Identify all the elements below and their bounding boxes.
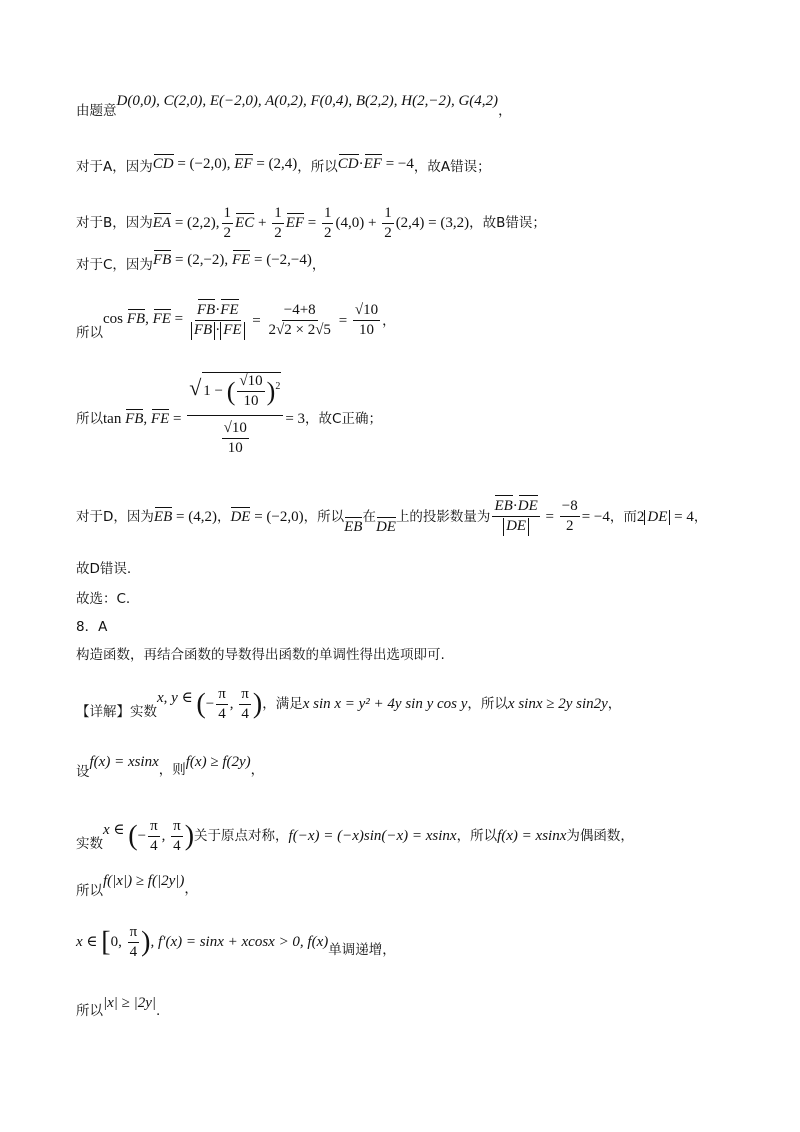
line-answer-c: 故选：C. — [76, 591, 131, 607]
line-cos: 所以cos FB, FE = $\frac{FB\cdot FE}{FB \cdot FE}$ = $\frac{-4+8}{2√2 \times 2√5}$ = $\frac{√10}{10}$ ， — [76, 302, 396, 341]
vector-ef: EF — [363, 156, 382, 172]
line-detail — [76, 686, 621, 724]
line-monotonic — [76, 924, 396, 962]
math-ea: = (2,2), — [174, 215, 220, 232]
vector-ec: EC — [235, 215, 255, 232]
vector-fb: FB — [125, 411, 144, 427]
punct: ， — [607, 696, 622, 713]
text-option-d: 对于D，因为 — [76, 508, 154, 525]
vector-ef: EF — [285, 215, 305, 232]
text-then: ，则 — [158, 762, 186, 778]
vector-fe: FE — [152, 310, 171, 327]
punct: ， — [693, 508, 708, 525]
fraction-cos-def: $\frac{FB\cdot FE}{FB \cdot FE}$ — [189, 302, 247, 340]
punct: ， — [216, 508, 231, 525]
math-x-in-interval: x ∈ (− $\frac{\pi}{4}$ , $\frac{\pi}{4}$ ) — [103, 818, 195, 855]
math-de-length: = 4 — [674, 508, 694, 525]
math-fe: = (−2,−4) — [254, 252, 312, 268]
math-derivative: , f′(x) = sinx + xcosx > 0, f(x) — [150, 934, 329, 951]
text-so: ，所以 — [467, 696, 508, 713]
line-coordinates — [76, 93, 512, 119]
text-so: 所以 — [76, 883, 103, 899]
math-f-def: f(x) = xsinx — [89, 754, 159, 770]
math-f-ineq: f(x) ≥ f(2y) — [185, 754, 251, 770]
punct: ， — [250, 762, 265, 778]
fraction-projection-def: $\frac{EB\cdot DE}{DE}$ — [494, 498, 538, 535]
punct: ， — [184, 881, 198, 897]
text-a-wrong: ，故A错误； — [413, 159, 491, 175]
vector-fb: FB — [152, 252, 172, 268]
line-option-c — [76, 252, 326, 273]
fraction-half: $\frac{1}{2}$ — [223, 205, 232, 242]
text-detail: 【详解】实数 — [76, 704, 157, 721]
fraction-projection-calc: $\frac{-8}{2}$ — [561, 498, 578, 535]
punct: ， — [498, 103, 512, 119]
math-term1: (4,0) + — [335, 215, 381, 232]
fraction-tan: √ 1 − ( $\frac{√10}{10}$ )$^2$ $\frac{√10}{10}$ — [187, 372, 283, 457]
text-even: 为偶函数， — [566, 828, 634, 845]
text-symmetric: 关于原点对称， — [194, 828, 289, 845]
punct: ， — [382, 312, 396, 329]
vector-cd: CD — [152, 156, 174, 172]
vector-fb: FB — [126, 310, 146, 327]
line-abs-ineq — [76, 873, 198, 899]
math-fb: = (2,−2), — [175, 252, 232, 268]
punct: ， — [311, 257, 326, 273]
line-method: 构造函数，再结合函数的导数得出函数的单调性得出选项即可. — [76, 647, 445, 663]
text-option-a: 对于A，因为 — [76, 159, 153, 175]
text-option-c: 对于C，因为 — [76, 257, 153, 273]
math-inequality: x sinx ≥ 2y sin2y — [507, 696, 608, 713]
fraction-cos-result: $\frac{√10}{10}$ — [354, 302, 379, 339]
line-option-d: 对于D，因为EB = (4,2)，DE = (−2,0)，所以EB在DE上的投影数量为 $\frac{EB\cdot DE}{DE}$ = $\frac{-8}{2}$ = −4，而2 DE = 4， — [76, 498, 708, 535]
line-option-b: 对于B，因为EA = (2,2), $\frac{1}{2}$ EC + $\frac{1}{2}$ EF = $\frac{1}{2}$ (4,0) + $\frac{1}{2}$ (2,4) = (3,2)，故B错误； — [76, 205, 546, 242]
vector-fe: FE — [231, 252, 251, 268]
math-f-def: f(x) = xsinx — [497, 828, 567, 845]
text-so: 所以 — [76, 1003, 103, 1019]
math-ef: = (2,4) — [256, 156, 298, 172]
text-and: ，而 — [609, 508, 637, 525]
math-projection-result: = −4 — [581, 508, 610, 525]
text-so: ，所以 — [303, 508, 345, 525]
line-d-wrong: 故D错误. — [76, 561, 132, 577]
text-on: 在 — [362, 508, 376, 525]
text-intro: 由题意 — [76, 103, 117, 119]
text-projection: 上的投影数量为 — [395, 508, 491, 525]
text-so: ，所以 — [456, 828, 498, 845]
math-de: = (−2,0) — [254, 508, 304, 525]
math-final: |x| ≥ |2y| — [103, 995, 157, 1011]
vector-fe: FE — [150, 411, 170, 427]
vector-eb: EB — [153, 508, 173, 525]
text-real: 实数 — [76, 836, 103, 853]
line-option-a: 对于A，因为CD = (−2,0), EF = (2,4)，所以CD·EF = −4，故A错误； — [76, 156, 491, 175]
text-so: ，所以 — [297, 159, 338, 175]
math-f-abs: f(|x|) ≥ f(|2y|) — [103, 873, 185, 889]
math-term2: (2,4) = (3,2) — [395, 215, 470, 232]
line-conclusion — [76, 995, 161, 1019]
line-tan: 所以tan FB, FE = √ 1 − ( $\frac{√10}{10}$ )$^2$ $\frac{√10}{10}$ = 3，故C正确； — [76, 373, 382, 456]
line-question-8: 8．A — [76, 619, 108, 635]
text-let: 设 — [76, 764, 90, 780]
math-xy-in: x, y ∈ — [157, 690, 197, 707]
text-satisfy: ，满足 — [262, 696, 303, 713]
text-so: 所以 — [76, 411, 103, 427]
vector-de: DE — [230, 508, 251, 525]
fraction-half: $\frac{1}{2}$ — [384, 205, 392, 242]
line-even-function — [76, 818, 634, 856]
fraction-half: $\frac{1}{2}$ — [274, 205, 282, 242]
math-tan-result: = 3 — [285, 411, 306, 427]
vector-cd: CD — [337, 156, 359, 172]
fraction-half: $\frac{1}{2}$ — [323, 205, 332, 242]
math-coordinates: D(0,0), C(2,0), E(−2,0), A(0,2), F(0,4), B(2,2), H(2,−2), G(4,2) — [116, 93, 499, 109]
text-c-correct: ，故C正确； — [305, 411, 382, 427]
math-interval-closed: x ∈ [0, $\frac{\pi}{4}$ ) — [76, 924, 151, 961]
math-cd: = (−2,0), — [177, 156, 235, 172]
math-eb: = (4,2) — [175, 508, 217, 525]
vector-ef: EF — [234, 156, 253, 172]
fraction-cos-calc: $\frac{-4+8}{2√2 \times 2√5}$ — [268, 302, 331, 339]
math-eq: = — [307, 215, 320, 232]
text-so: 所以 — [76, 324, 103, 341]
vector-eb: EB — [344, 518, 363, 535]
math-f-neg: f(−x) = (−x)sin(−x) = xsinx — [288, 828, 457, 845]
text-increasing: 单调递增， — [328, 942, 396, 959]
text-option-b: 对于B，因为 — [76, 215, 153, 232]
math-dot-result: = −4 — [385, 156, 414, 172]
interval-open: (− $\frac{\pi}{4}$ , $\frac{\pi}{4}$ ) — [196, 686, 263, 723]
punct: . — [156, 1003, 161, 1019]
line-define-f — [76, 754, 265, 780]
text-b-wrong: ，故B错误； — [469, 215, 546, 232]
vector-de: DE — [375, 518, 396, 535]
math-equation: x sin x = y² + 4y sin y cos y — [302, 696, 468, 713]
vector-ea: EA — [152, 215, 172, 232]
